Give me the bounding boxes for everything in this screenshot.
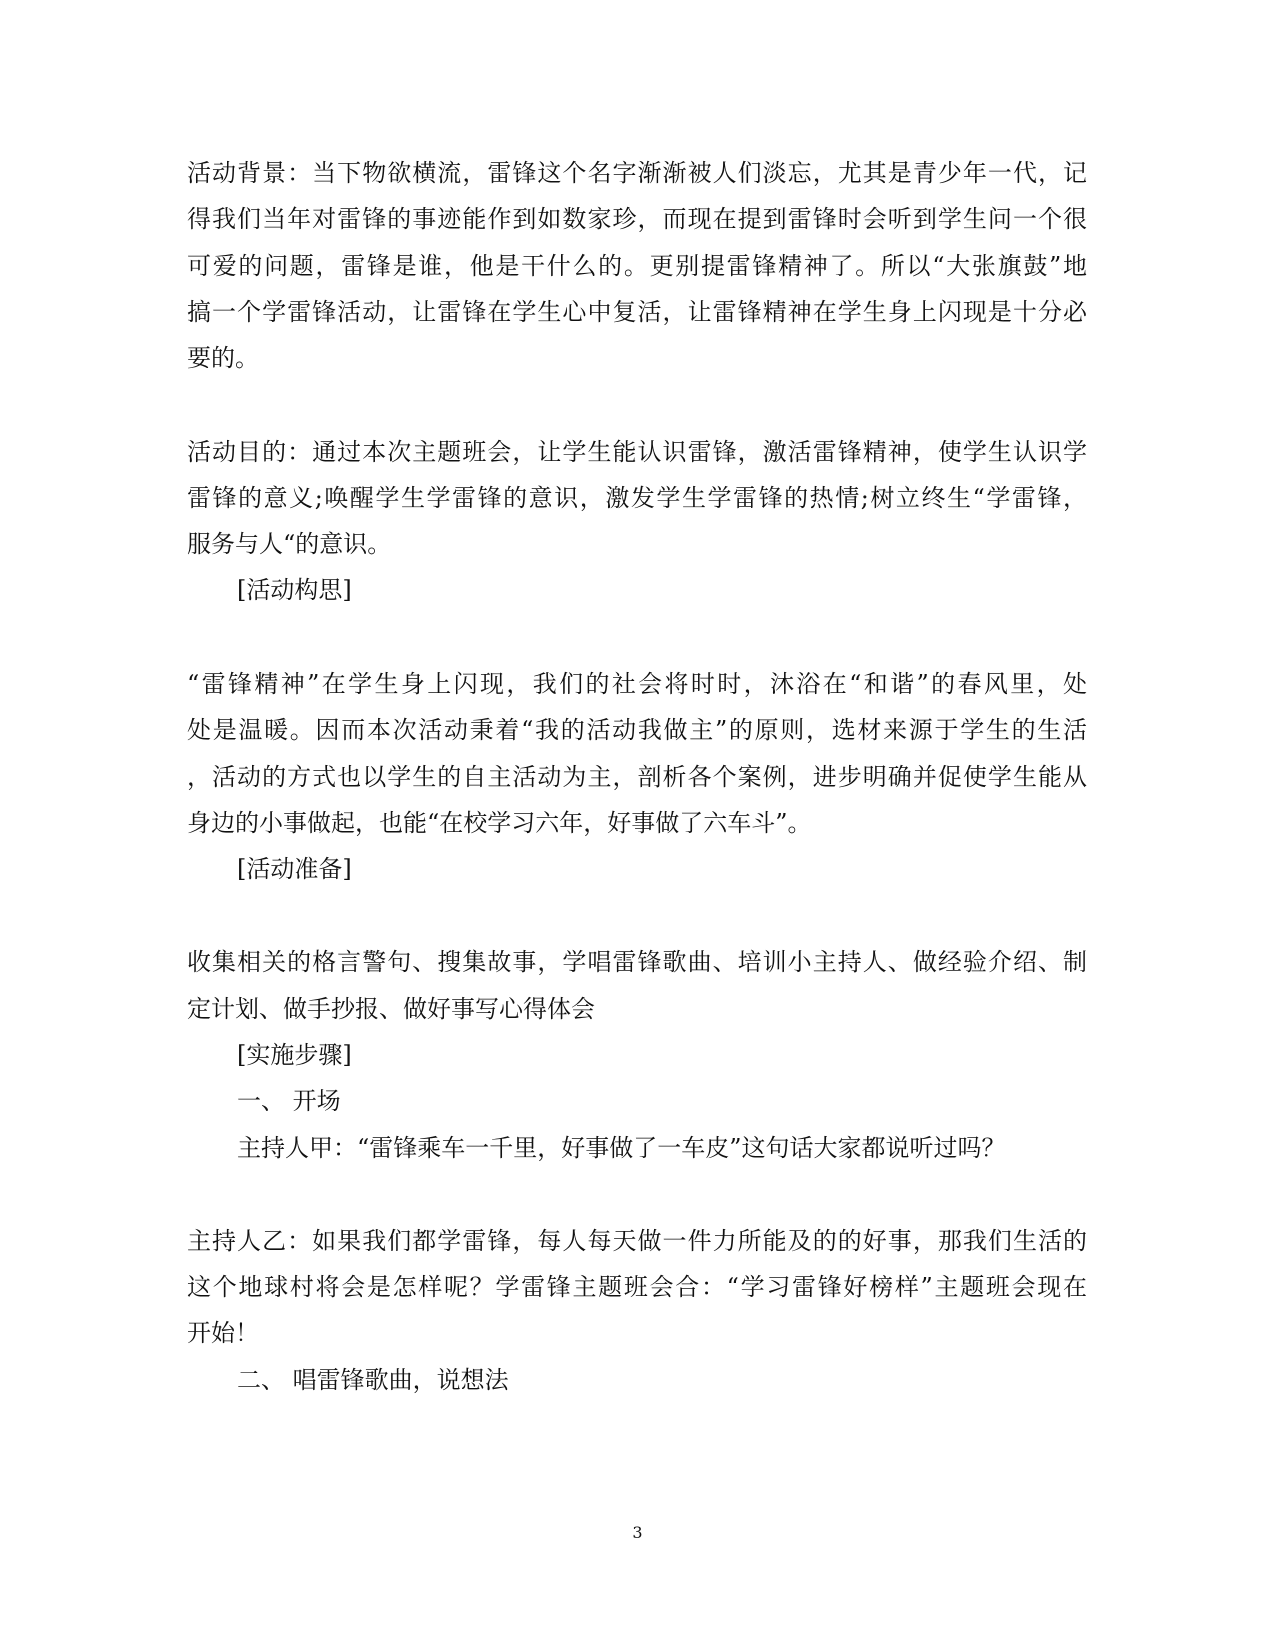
preparation-heading: [活动准备] bbox=[237, 855, 352, 883]
host-b-line-2: 这个地球村将会是怎样呢？学雷锋主题班会合：“学习雷锋好榜样”主题班会现在 bbox=[187, 1273, 1087, 1301]
step2-heading: 二、 唱雷锋歌曲，说想法 bbox=[237, 1366, 509, 1394]
preparation-line-1: 收集相关的格言警句、搜集故事，学唱雷锋歌曲、培训小主持人、做经验介绍、制 bbox=[187, 948, 1087, 976]
background-line-2: 得我们当年对雷锋的事迹能作到如数家珍，而现在提到雷锋时会听到学生问一个很 bbox=[187, 205, 1087, 233]
background-line-1: 活动背景：当下物欲横流，雷锋这个名字渐渐被人们淡忘，尤其是青少年一代，记 bbox=[187, 159, 1087, 187]
host-b-line-3: 开始！ bbox=[187, 1319, 259, 1347]
purpose-line-1: 活动目的：通过本次主题班会，让学生能认识雷锋，激活雷锋精神，使学生认识学 bbox=[187, 438, 1087, 466]
step1-heading: 一、 开场 bbox=[237, 1087, 341, 1115]
steps-heading: [实施步骤] bbox=[237, 1041, 352, 1069]
preparation-line-2: 定计划、做手抄报、做好事写心得体会 bbox=[187, 995, 595, 1023]
host-a-line: 主持人甲：“雷锋乘车一千里，好事做了一车皮”这句话大家都说听过吗？ bbox=[237, 1134, 1006, 1162]
purpose-line-2: 雷锋的意义;唤醒学生学雷锋的意识，激发学生学雷锋的热情;树立终生“学雷锋， bbox=[187, 484, 1087, 512]
concept-line-4: 身边的小事做起，也能“在校学习六年，好事做了六车斗”。 bbox=[187, 809, 812, 837]
concept-line-1: “雷锋精神”在学生身上闪现，我们的社会将时时，沐浴在“和谐”的春风里，处 bbox=[187, 670, 1087, 698]
background-line-3: 可爱的问题，雷锋是谁，他是干什么的。更别提雷锋精神了。所以“大张旗鼓”地 bbox=[187, 252, 1087, 280]
page-number: 3 bbox=[632, 1523, 643, 1542]
background-line-4: 搞一个学雷锋活动，让雷锋在学生心中复活，让雷锋精神在学生身上闪现是十分必 bbox=[187, 298, 1087, 326]
concept-line-2: 处是温暖。因而本次活动秉着“我的活动我做主”的原则，选材来源于学生的生活 bbox=[187, 716, 1087, 744]
purpose-line-3: 服务与人“的意识。 bbox=[187, 530, 392, 558]
concept-line-3: ，活动的方式也以学生的自主活动为主，剖析各个案例，进步明确并促使学生能从 bbox=[187, 763, 1087, 791]
host-b-line-1: 主持人乙：如果我们都学雷锋，每人每天做一件力所能及的的好事，那我们生活的 bbox=[187, 1227, 1087, 1255]
background-line-5: 要的。 bbox=[187, 344, 259, 372]
concept-heading: [活动构思] bbox=[237, 576, 352, 604]
